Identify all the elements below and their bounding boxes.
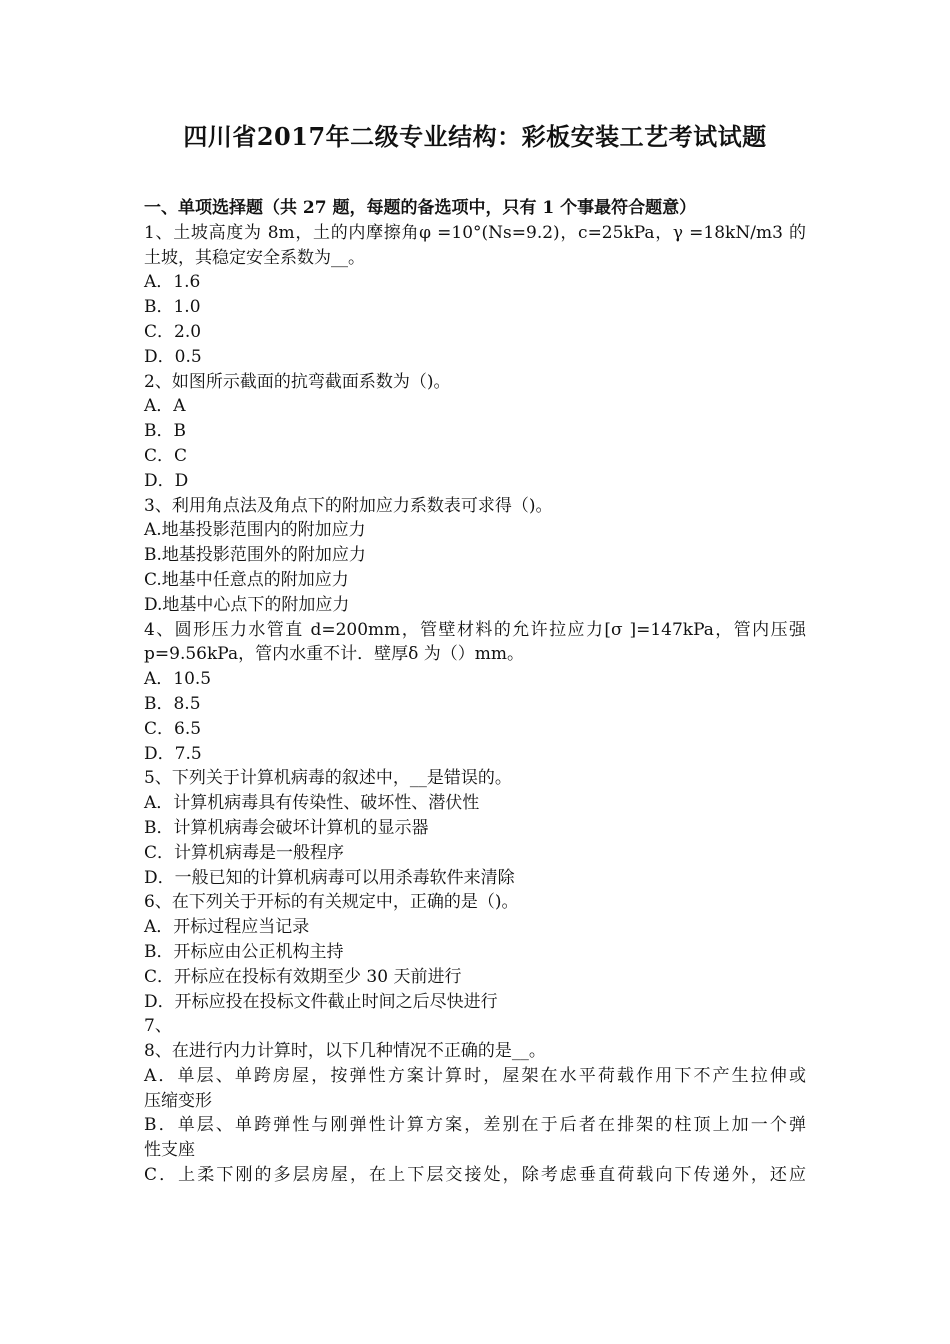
question-3-option-c: C.地基中任意点的附加应力 [144,569,349,590]
question-4-line-1: 4、圆形压力水管直 d=200mm，管壁材料的允许拉应力[σ ]=147kPa，管内压强 [144,619,806,640]
question-2-option-a: A．A [144,396,186,417]
question-8-option-a-line-2: 压缩变形 [144,1090,212,1111]
question-5-option-d: D．一般已知的计算机病毒可以用杀毒软件来清除 [144,867,515,888]
question-5-option-c: C．计算机病毒是一般程序 [144,842,345,863]
question-6-option-d: D．开标应投在投标文件截止时间之后尽快进行 [144,991,498,1012]
question-2-option-b: B．B [144,421,186,442]
question-5-option-b: B．计算机病毒会破坏计算机的显示器 [144,817,429,838]
document-title: 四川省2017年二级专业结构：彩板安装工艺考试试题 [183,122,767,151]
question-4-option-a: A．10.5 [144,669,212,690]
question-4-line-2: p=9.56kPa，管内水重不计．壁厚δ 为（）mm。 [144,644,524,665]
question-6-option-b: B．开标应由公正机构主持 [144,941,344,962]
question-2-line-1: 2、如图所示截面的抗弯截面系数为（)。 [144,371,451,392]
question-5-option-a: A．计算机病毒具有传染性、破坏性、潜伏性 [144,793,480,814]
question-3-line-1: 3、利用角点法及角点下的附加应力系数表可求得（)。 [144,495,553,516]
question-6-line-1: 6、在下列关于开标的有关规定中，正确的是（)。 [144,892,519,913]
question-8-option-c-line-1: C．上柔下刚的多层房屋，在上下层交接处，除考虑垂直荷载向下传递外，还应 [144,1165,806,1186]
question-8-option-b-line-1: B．单层、单跨弹性与刚弹性计算方案，差别在于后者在排架的柱顶上加一个弹 [144,1115,806,1136]
question-8-option-a-line-1: A．单层、单跨房屋，按弹性方案计算时，屋架在水平荷载作用下不产生拉伸或 [144,1065,806,1086]
section-heading: 一、单项选择题（共 27 题，每题的备选项中，只有 1 个事最符合题意） [144,198,697,218]
question-1-line-1: 1、土坡高度为 8m，土的内摩擦角φ =10°(Ns=9.2)，c=25kPa，γ =18kN/m3 的 [144,222,806,243]
question-4-option-d: D．7.5 [144,743,202,764]
question-3-option-b: B.地基投影范围外的附加应力 [144,545,366,566]
question-3-option-a: A.地基投影范围内的附加应力 [144,520,366,541]
question-1-option-d: D．0.5 [144,346,202,367]
question-7-line-1: 7、 [144,1016,172,1037]
question-6-option-c: C．开标应在投标有效期至少 30 天前进行 [144,966,462,987]
question-8-option-b-line-2: 性支座 [144,1140,195,1161]
question-8-line-1: 8、在进行内力计算时，以下几种情况不正确的是__。 [144,1041,546,1062]
question-4-option-c: C．6.5 [144,718,202,739]
question-1-line-2: 土坡，其稳定安全系数为__。 [144,247,365,268]
question-4-option-b: B．8.5 [144,693,201,714]
question-1-option-b: B．1.0 [144,297,201,318]
question-3-option-d: D.地基中心点下的附加应力 [144,594,350,615]
question-5-line-1: 5、下列关于计算机病毒的叙述中，__是错误的。 [144,768,512,789]
question-2-option-d: D．D [144,470,189,491]
question-2-option-c: C．C [144,445,188,466]
question-1-option-c: C．2.0 [144,321,202,342]
question-1-option-a: A．1.6 [144,272,201,293]
question-6-option-a: A．开标过程应当记录 [144,917,310,938]
document-body [144,196,806,1188]
